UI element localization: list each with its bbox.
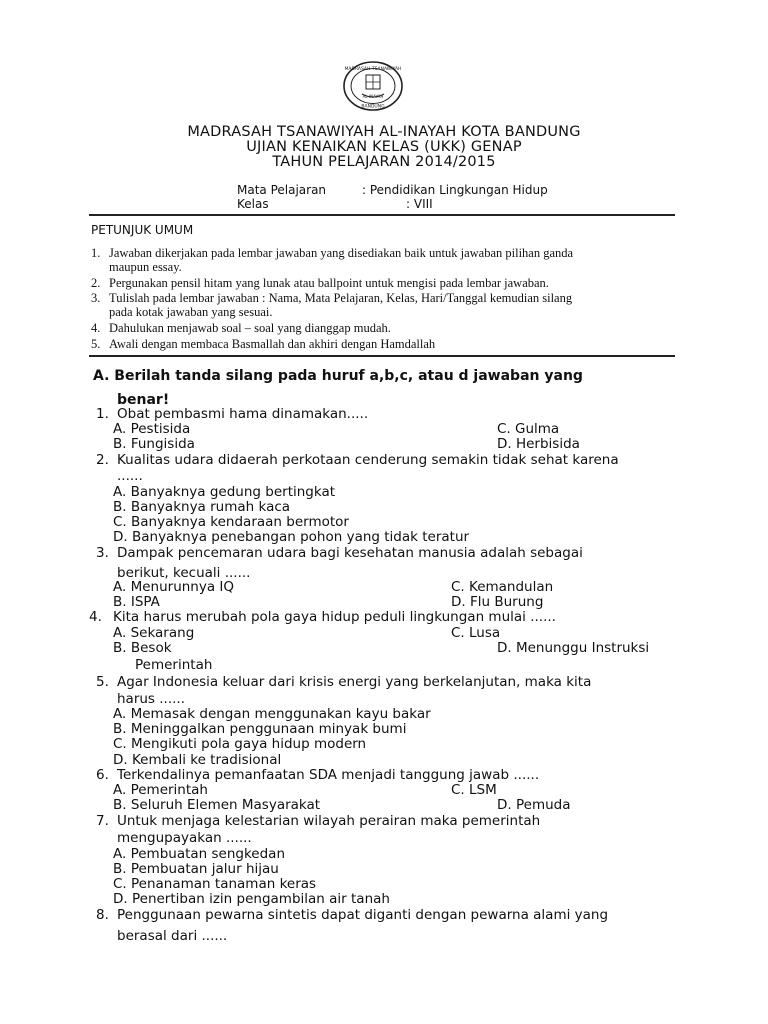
question-number: 4. bbox=[89, 609, 102, 625]
option-a: A. Sekarang bbox=[113, 625, 195, 641]
instructions-title: PETUNJUK UMUM bbox=[91, 223, 194, 237]
option-c: C. Kemandulan bbox=[451, 579, 554, 595]
option-c: C. Lusa bbox=[451, 625, 501, 641]
question-text-cont: harus ...... bbox=[117, 691, 186, 707]
option-d: D. Penertiban izin pengambilan air tanah bbox=[113, 891, 390, 907]
option-a: A. Pemerintah bbox=[113, 782, 208, 798]
question-text: Agar Indonesia keluar dari krisis energi yang berkelanjutan, maka kita bbox=[117, 674, 592, 690]
question-text: Obat pembasmi hama dinamakan..... bbox=[117, 406, 369, 422]
school-name: MADRASAH TSANAWIYAH AL-INAYAH KOTA BANDUNG bbox=[187, 124, 581, 140]
option-a: A. Pembuatan sengkedan bbox=[113, 846, 286, 862]
option-b: B. Seluruh Elemen Masyarakat bbox=[113, 797, 321, 813]
section-a-title: A. Berilah tanda silang pada huruf a,b,c, atau d jawaban yang bbox=[93, 368, 583, 384]
instruction-text: Pergunakan pensil hitam yang lunak atau ballpoint untuk mengisi pada lembar jawaban. bbox=[109, 276, 549, 290]
option-d: D. Pemuda bbox=[497, 797, 571, 813]
class-label: Kelas bbox=[237, 197, 269, 211]
question-text: Terkendalinya pemanfaatan SDA menjadi tanggung jawab ...... bbox=[117, 767, 540, 783]
svg-text:MADRASAH TSANAWIYAH: MADRASAH TSANAWIYAH bbox=[344, 67, 402, 72]
academic-year: TAHUN PELAJARAN 2014/2015 bbox=[272, 154, 496, 170]
instruction-text: maupun essay. bbox=[109, 260, 182, 274]
question-text: Untuk menjaga kelestarian wilayah perairan maka pemerintah bbox=[117, 813, 541, 829]
instruction-text: Awali dengan membaca Basmallah dan akhiri dengan Hamdallah bbox=[109, 337, 436, 351]
option-c: C. Penanaman tanaman keras bbox=[113, 876, 317, 892]
instruction-text: Jawaban dikerjakan pada lembar jawaban yang disediakan baik untuk jawaban pilihan ganda bbox=[109, 246, 574, 260]
question-number: 7. bbox=[96, 813, 109, 829]
exam-title: UJIAN KENAIKAN KELAS (UKK) GENAP bbox=[246, 139, 522, 155]
option-b: B. Besok bbox=[113, 640, 172, 656]
option-c: C. Gulma bbox=[497, 421, 560, 437]
option-b: B. Banyaknya rumah kaca bbox=[113, 499, 291, 515]
question-text: Kualitas udara didaerah perkotaan cenderung semakin tidak sehat karena bbox=[117, 452, 619, 468]
option-d: D. Banyaknya penebangan pohon yang tidak teratur bbox=[113, 529, 470, 545]
instruction-text: Dahulukan menjawab soal – soal yang dianggap mudah. bbox=[109, 321, 391, 335]
option-c: C. LSM bbox=[451, 782, 497, 798]
question-number: 1. bbox=[96, 406, 109, 422]
option-a: A. Banyaknya gedung bertingkat bbox=[113, 484, 336, 500]
option-b: B. Fungisida bbox=[113, 436, 195, 452]
option-d-cont: Pemerintah bbox=[135, 657, 213, 673]
question-text-cont: berasal dari ...... bbox=[117, 928, 228, 944]
instruction-number: 5. bbox=[91, 337, 101, 351]
question-text: Penggunaan pewarna sintetis dapat diganti dengan pewarna alami yang bbox=[117, 907, 609, 923]
question-number: 3. bbox=[96, 545, 109, 561]
section-a-title-cont: benar! bbox=[117, 392, 170, 408]
subject-value: : Pendidikan Lingkungan Hidup bbox=[362, 183, 548, 197]
option-a: A. Memasak dengan menggunakan kayu bakar bbox=[113, 706, 431, 722]
option-b: B. Pembuatan jalur hijau bbox=[113, 861, 279, 877]
svg-text:BANDUNG: BANDUNG bbox=[361, 104, 385, 110]
instruction-number: 2. bbox=[91, 276, 101, 290]
question-text-cont: berikut, kecuali ...... bbox=[117, 565, 251, 581]
option-d: D. Kembali ke tradisional bbox=[113, 752, 282, 768]
instruction-number: 3. bbox=[91, 291, 101, 305]
instruction-number: 4. bbox=[91, 321, 101, 335]
option-b: B. ISPA bbox=[113, 594, 160, 610]
class-value: : VIII bbox=[406, 197, 433, 211]
question-number: 5. bbox=[96, 674, 109, 690]
school-logo-seal bbox=[342, 60, 404, 112]
instruction-text: Tulislah pada lembar jawaban : Nama, Mata Pelajaran, Kelas, Hari/Tanggal kemudian silang bbox=[109, 291, 573, 305]
question-text: Kita harus merubah pola gaya hidup peduli lingkungan mulai ...... bbox=[113, 609, 556, 625]
option-c: C. Banyaknya kendaraan bermotor bbox=[113, 514, 349, 530]
option-c: C. Mengikuti pola gaya hidup modern bbox=[113, 736, 367, 752]
option-d: D. Herbisida bbox=[497, 436, 580, 452]
option-a: A. Menurunnya IQ bbox=[113, 579, 235, 595]
option-d: D. Flu Burung bbox=[451, 594, 544, 610]
option-a: A. Pestisida bbox=[113, 421, 191, 437]
question-number: 6. bbox=[96, 767, 109, 783]
instruction-text: pada kotak jawaban yang sesuai. bbox=[109, 305, 273, 319]
divider-bottom bbox=[89, 355, 675, 357]
svg-text:AL-INAYAH: AL-INAYAH bbox=[362, 94, 384, 99]
question-text-cont: mengupayakan ...... bbox=[117, 830, 252, 846]
question-text: Dampak pencemaran udara bagi kesehatan manusia adalah sebagai bbox=[117, 545, 583, 561]
question-number: 8. bbox=[96, 907, 109, 923]
option-b: B. Meninggalkan penggunaan minyak bumi bbox=[113, 721, 407, 737]
instruction-number: 1. bbox=[91, 246, 101, 260]
option-d: D. Menunggu Instruksi bbox=[497, 640, 650, 656]
subject-label: Mata Pelajaran bbox=[237, 183, 327, 197]
question-text-cont: ...... bbox=[117, 468, 143, 484]
divider-top bbox=[89, 214, 675, 216]
question-number: 2. bbox=[96, 452, 109, 468]
